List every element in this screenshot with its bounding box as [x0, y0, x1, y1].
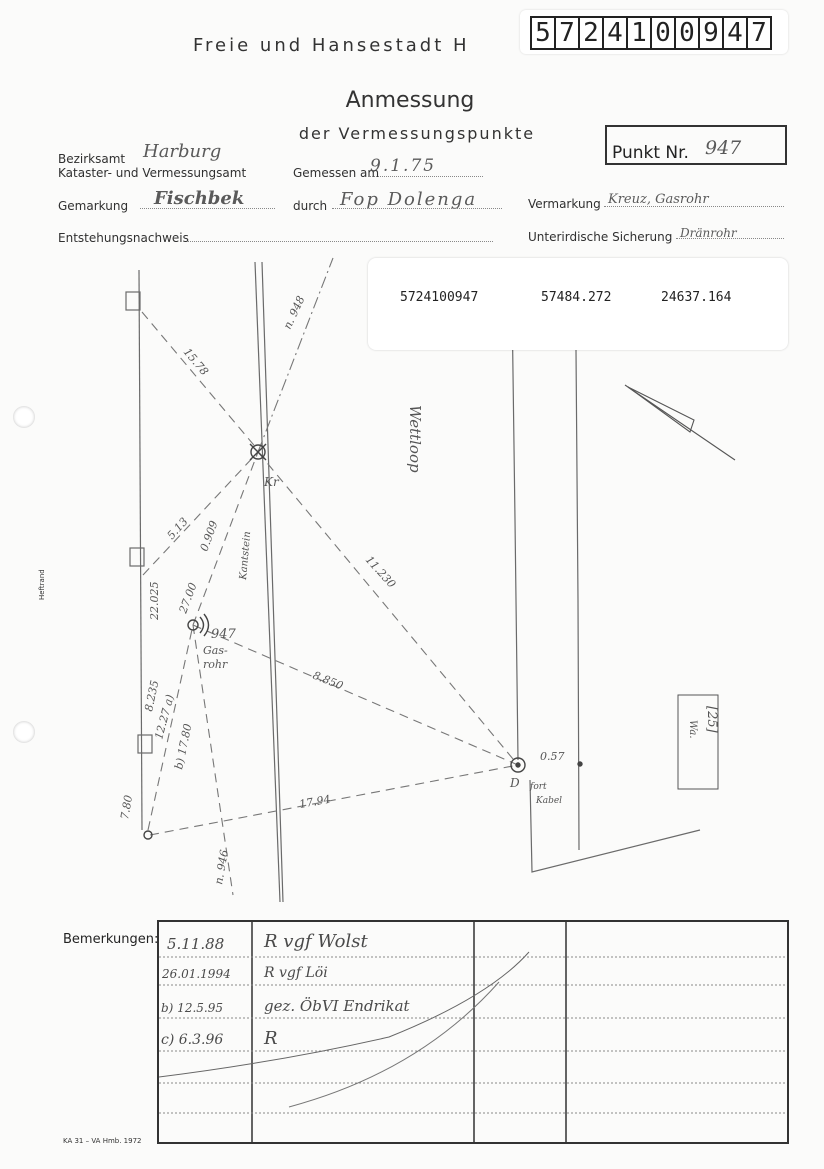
digit: 4 — [602, 16, 628, 50]
label-gas: Gas- — [203, 644, 228, 657]
road-edge-line — [512, 300, 518, 760]
remark-text-3: gez. ÖbVI Endrikat — [264, 997, 410, 1015]
label-kabel: Kabel — [536, 796, 563, 806]
label-street: Wettloop — [406, 405, 424, 473]
coordinate-card — [368, 258, 788, 350]
kataster-label: Kataster- und Vermessungsamt — [58, 166, 247, 180]
label-kr: Kr — [264, 475, 279, 489]
bezirksamt-value: Harburg — [143, 141, 222, 162]
label-rohr: rohr — [203, 658, 228, 671]
road-corner-line — [530, 780, 700, 872]
coord-id: 5724100947 — [400, 290, 479, 305]
vermarkung-value: Kreuz, Gasrohr — [608, 192, 709, 207]
measure-line-1794 — [150, 765, 518, 835]
bezirksamt-label: Bezirksamt — [58, 152, 126, 166]
remarks-label: Bemerkungen: — [63, 932, 159, 947]
remarks-table — [157, 920, 789, 1144]
label-513: 5.13 — [164, 515, 191, 543]
gemessen-label: Gemessen am — [293, 166, 380, 180]
city-heading: Freie und Hansestadt H — [193, 35, 470, 56]
remark-text-1: R vgf Wolst — [264, 931, 368, 952]
digit: 5 — [530, 16, 556, 50]
durch-value: Fop Dolenga — [340, 189, 478, 210]
measure-line-1578 — [142, 312, 258, 450]
gemarkung-label: Gemarkung — [58, 199, 129, 213]
digit: 0 — [674, 16, 700, 50]
coord-y: 24637.164 — [661, 290, 732, 305]
label-1794: 17.94 — [298, 792, 332, 811]
digit: 0 — [650, 16, 676, 50]
label-8850: 8.850 — [310, 668, 345, 693]
remark-date-4: c) 6.3.96 — [161, 1032, 224, 1048]
label-780: 7.80 — [118, 794, 136, 821]
margin-label: Heftrand — [38, 569, 46, 600]
point-number-value: 947 — [705, 137, 742, 159]
measure-line-8850 — [193, 625, 518, 765]
digit: 2 — [578, 16, 604, 50]
measure-line-11230 — [258, 452, 518, 765]
digit: 9 — [698, 16, 724, 50]
direction-line-n948 — [258, 258, 333, 452]
label-1780: b) 17.80 — [172, 722, 195, 771]
gemessen-value: 9.1.75 — [370, 156, 437, 176]
building-mark-mid — [130, 548, 144, 566]
label-0909: 0.909 — [197, 518, 221, 554]
sicherung-label: Unterirdische Sicherung — [528, 230, 673, 244]
kabel-dot — [578, 762, 582, 766]
vermarkung-label: Vermarkung — [528, 197, 601, 211]
kerb-line-2 — [262, 262, 283, 902]
road-edge-line-2 — [576, 350, 579, 850]
document-subtitle: der Vermessungspunkte — [298, 124, 536, 143]
coord-x: 57484.272 — [541, 290, 612, 305]
label-d: D — [510, 776, 520, 790]
label-2700: 27.00 — [176, 580, 200, 616]
building-mark-top — [126, 292, 140, 310]
remark-date-1: 5.11.88 — [167, 935, 225, 953]
digit: 7 — [746, 16, 772, 50]
label-n948: n. 948 — [280, 293, 308, 332]
entstehung-label: Entstehungsnachweis — [58, 231, 189, 245]
remarks-grid — [159, 922, 787, 1142]
label-8235: 8.235 — [142, 679, 162, 713]
reference-label-2: [25] — [704, 706, 719, 733]
sicherung-value: Dränrohr — [680, 226, 737, 240]
kerb-line — [255, 262, 280, 902]
durch-label: durch — [293, 199, 328, 213]
remark-text-2: R vgf Löi — [264, 965, 328, 981]
label-fort: fort — [530, 782, 547, 792]
label-n946: n. 946 — [212, 848, 232, 886]
remark-date-3: b) 12.5.95 — [161, 1001, 223, 1015]
document-title: Anmessung — [345, 88, 475, 113]
digit: 4 — [722, 16, 748, 50]
label-1227: 12.27 a) — [152, 693, 177, 741]
digit: 7 — [554, 16, 580, 50]
label-947: 947 — [211, 627, 236, 642]
label-1578: 15.78 — [180, 345, 211, 379]
gemarkung-value: Fischbek — [154, 188, 245, 209]
label-11230: 11.230 — [362, 553, 399, 591]
remark-text-4: R — [264, 1028, 278, 1049]
property-line — [139, 270, 142, 830]
label-22025: 22.025 — [148, 581, 161, 620]
digit: 1 — [626, 16, 652, 50]
form-footer: KA 31 – VA Hmb. 1972 — [63, 1137, 142, 1145]
remark-date-2: 26.01.1994 — [162, 967, 231, 981]
label-057: 0.57 — [540, 750, 565, 763]
building-mark-low — [138, 735, 152, 753]
point-number-label: Punkt Nr. — [612, 143, 689, 163]
reference-label-1: Wa. — [687, 720, 698, 739]
label-kantstein: Kantstein — [238, 530, 254, 581]
